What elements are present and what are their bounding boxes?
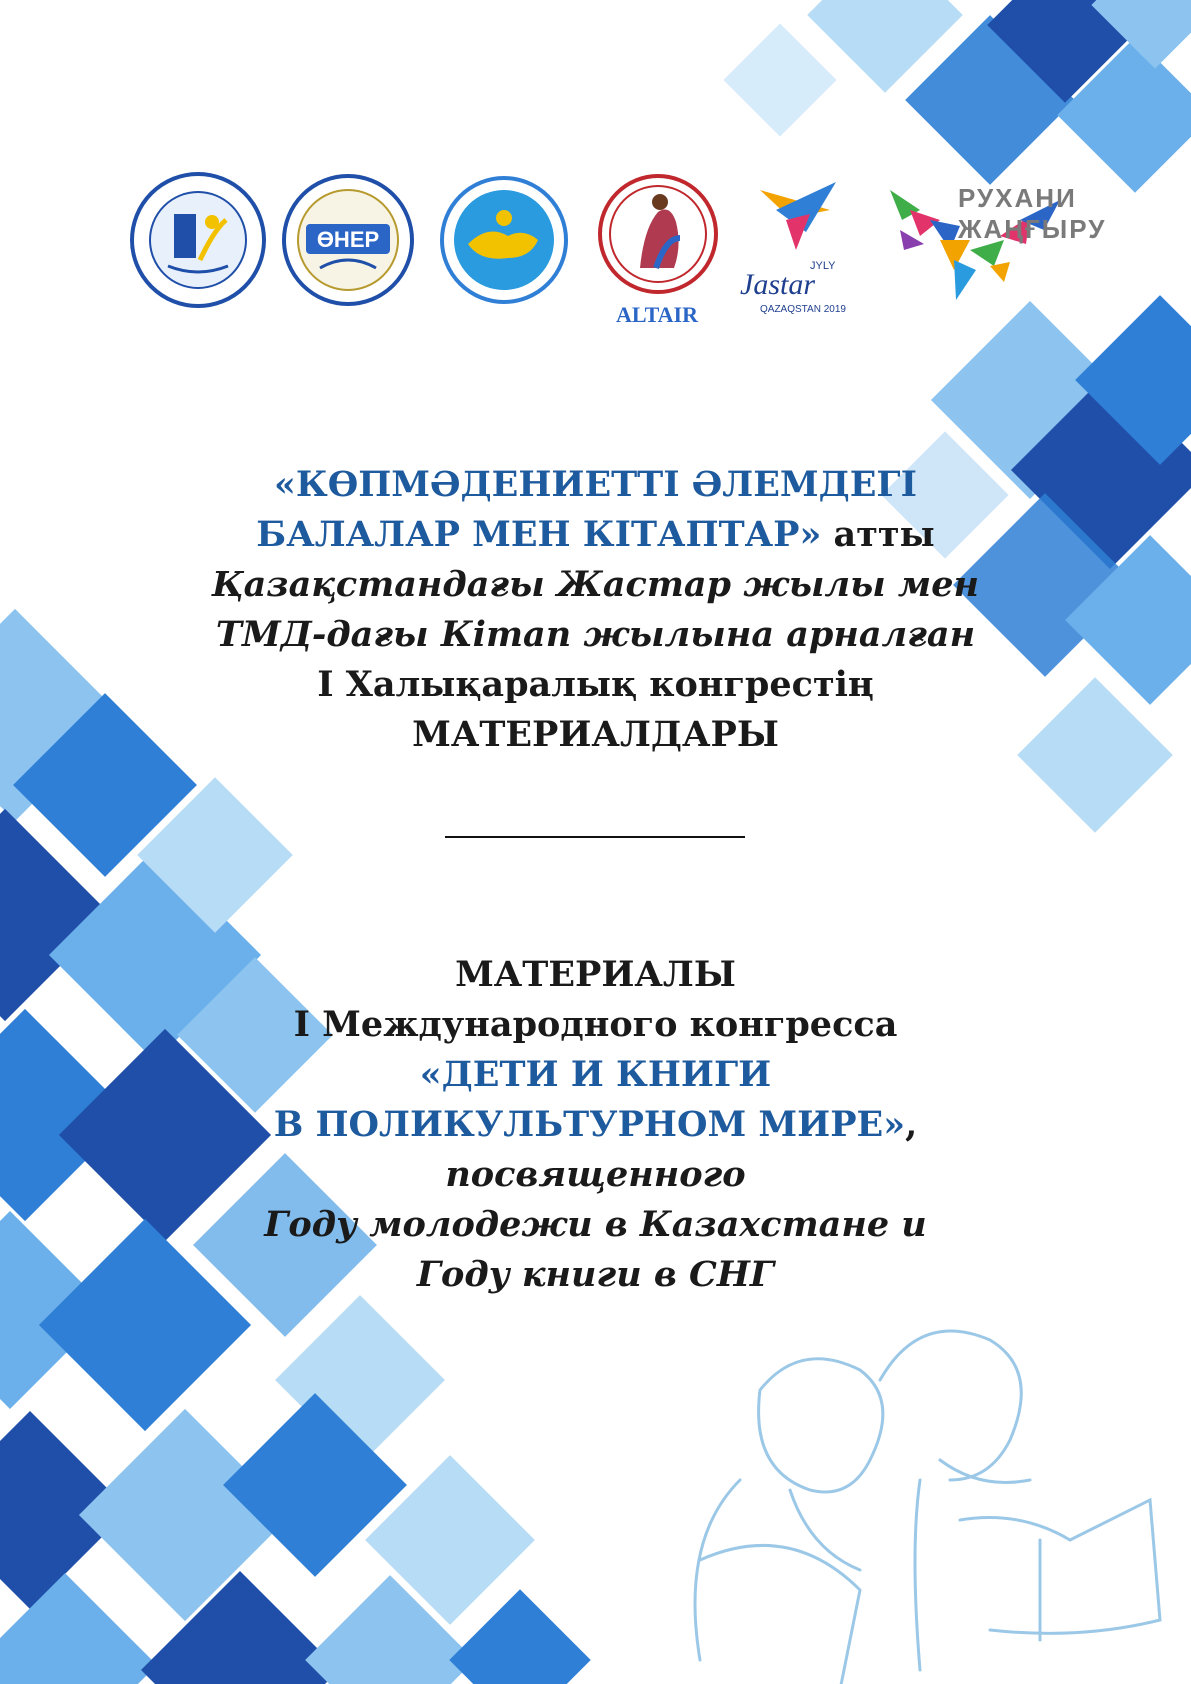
kz-title-line4: ТМД-дағы Кітап жылына арналған [215,614,976,655]
rukhani-line1: РУХАНИ [958,183,1077,213]
jastar-label: Jastar [740,268,815,301]
ru-title-line4-rest: , [905,1104,918,1145]
jastar-jyly-wordmark [740,260,846,315]
ru-title-line7: Году книги в СНГ [416,1254,775,1295]
kazakhstan-assembly-emblem-icon [438,174,570,306]
kz-title-line6: МАТЕРИАЛДАРЫ [412,714,779,755]
russian-title-block [200,950,991,1300]
section-divider [445,836,745,838]
kz-title-line5: І Халықаралық конгрестің [317,664,874,705]
ministry-emblem-icon [128,170,268,310]
children-reading-line-art [695,1331,1160,1684]
jastar-arrow-icon [756,180,846,260]
jyly-label: JYLY [810,260,836,272]
rukhani-line2: ЖАҢҒЫРУ [958,214,1107,244]
kz-title-line2 [200,510,991,560]
top-right-diamonds [723,0,1191,193]
ru-title-line3: «ДЕТИ И КНИГИ [419,1054,772,1095]
qazaqstan-2019-label: QAZAQSTAN 2019 [760,304,846,315]
altair-label: ALTAIR [616,302,698,327]
oner-emblem-icon [280,172,416,308]
ru-title-line5: посвященного [445,1154,746,1195]
altair-emblem-icon [596,172,720,296]
ru-title-line2: I Международного конгресса [293,1004,898,1045]
ru-title-line6: Году молодежи в Казахстане и [264,1204,927,1245]
kz-title-line2-blue: БАЛАЛАР МЕН КІТАПТАР» [256,514,822,555]
ru-title-line4-blue: В ПОЛИКУЛЬТУРНОМ МИРЕ» [273,1104,906,1145]
kz-title-line1: «КӨПМӘДЕНИЕТТІ ӘЛЕМДЕГІ [274,464,917,505]
rukhani-zhangyru-wordmark [958,183,1106,245]
kz-title-line3: Қазақстандағы Жастар жылы мен [212,564,979,605]
kazakh-title-block [200,460,991,760]
kz-title-line2-rest: атты [821,514,935,555]
ru-title-line4 [200,1100,991,1150]
svg-text:ӨНЕР: ӨНЕР [316,227,380,252]
ru-title-line1: МАТЕРИАЛЫ [455,954,736,995]
